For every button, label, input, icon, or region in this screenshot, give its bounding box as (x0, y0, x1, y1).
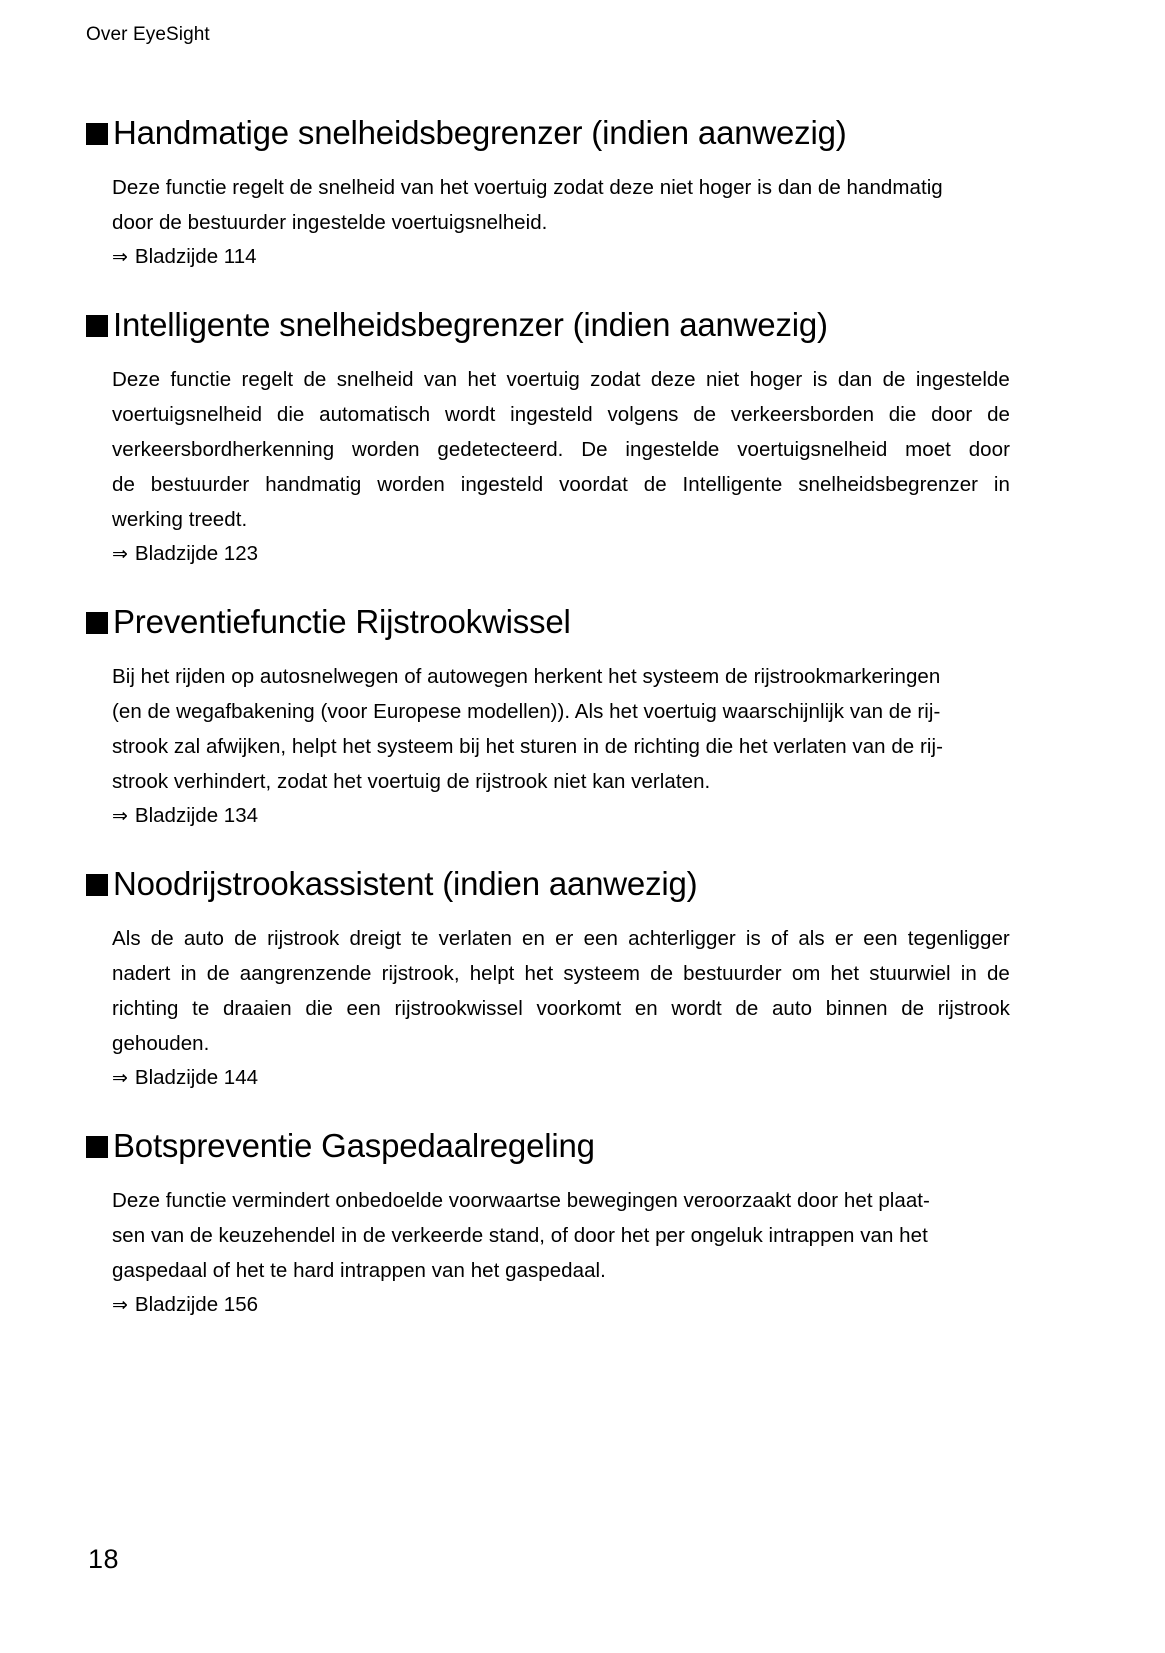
section-heading-label: Noodrijstrookassistent (indien aanwezig) (113, 865, 698, 902)
body-word: auto (771, 997, 813, 1020)
page-reference-label: Bladzijde 156 (134, 1293, 259, 1316)
body-word: de (882, 368, 906, 391)
page-reference-label: Bladzijde 114 (134, 245, 257, 268)
section-heading (86, 1125, 1010, 1167)
body-word: wordt (445, 403, 496, 426)
section-body (112, 170, 1010, 240)
body-word: dan (837, 368, 873, 391)
body-line: Deze functie regelt de snelheid van het voertuig zodat deze niet hoger is dan de handmatig (112, 176, 943, 199)
body-word: hoger (749, 368, 803, 391)
body-word: worden (352, 438, 420, 461)
body-word: rijstrook, (381, 962, 460, 985)
body-word: het (830, 962, 860, 985)
page-reference[interactable] (112, 1061, 1010, 1095)
body-line (112, 432, 1010, 467)
body-word: de (206, 962, 230, 985)
square-bullet-icon (86, 874, 108, 896)
body-word: auto (183, 927, 224, 950)
body-word: dreigt (349, 927, 402, 950)
body-word: er (834, 927, 854, 950)
body-word: een (863, 927, 898, 950)
page-reference-label: Bladzijde 144 (134, 1066, 259, 1089)
body-word: verkeersborden (730, 403, 875, 426)
body-word: Intelligente (682, 473, 783, 496)
body-word: te (411, 927, 429, 950)
body-word: die (276, 403, 305, 426)
page-reference-label: Bladzijde 123 (134, 542, 259, 565)
body-word: ingesteld (460, 473, 544, 496)
body-word: rijstrookwissel (394, 997, 523, 1020)
body-word: de (643, 473, 667, 496)
body-word: automatisch (319, 403, 431, 426)
body-word: is (812, 368, 828, 391)
body-word: voertuigsnelheid (112, 403, 263, 426)
body-word: aangrenzende (239, 962, 372, 985)
double-arrow-right-icon: ⇒ (112, 543, 128, 565)
body-line (112, 991, 1010, 1026)
body-word: De (581, 438, 608, 461)
square-bullet-icon (86, 123, 108, 145)
body-word: of (770, 927, 789, 950)
body-line: door de bestuurder ingestelde voertuigsnelheid. (112, 211, 548, 234)
body-word: die (305, 997, 333, 1020)
body-word: van (423, 368, 458, 391)
body-line: strook verhindert, zodat het voertuig de rijstrook niet kan verlaten. (112, 770, 711, 793)
section-heading (86, 112, 1010, 154)
body-word: volgens (607, 403, 679, 426)
body-word: voorkomt (536, 997, 622, 1020)
body-word: verlaten (438, 927, 512, 950)
body-word: worden (377, 473, 445, 496)
body-word: zodat (590, 368, 641, 391)
double-arrow-right-icon: ⇒ (112, 1067, 128, 1089)
body-line (112, 467, 1010, 502)
body-word: is (745, 927, 761, 950)
running-header-text: Over EyeSight (86, 24, 210, 45)
body-line (112, 397, 1010, 432)
page-reference[interactable] (112, 537, 1010, 571)
body-word: ingestelde (915, 368, 1010, 391)
body-word: de (901, 997, 925, 1020)
body-line: (en de wegafbakening (voor Europese modellen)). Als het voertuig waarschijnlijk van de rij- (112, 700, 941, 723)
body-line: Bij het rijden op autosnelwegen of autowegen herkent het systeem de rijstrookmarkeringen (112, 665, 941, 688)
body-word: het (524, 962, 554, 985)
content-section (86, 863, 1010, 1095)
content-section (86, 112, 1010, 274)
body-word: als (798, 927, 825, 950)
body-word: te (192, 997, 210, 1020)
body-word: regelt (241, 368, 294, 391)
body-word: helpt (469, 962, 515, 985)
square-bullet-icon (86, 315, 108, 337)
body-word: stuurwiel (869, 962, 951, 985)
body-word: er (555, 927, 574, 950)
content-section (86, 1125, 1010, 1322)
body-line (112, 921, 1010, 956)
body-word: moet (905, 438, 951, 461)
body-word: verkeersbordherkenning (112, 438, 335, 461)
body-word: rijstrook (267, 927, 340, 950)
body-word: in (960, 962, 977, 985)
body-word: de (112, 473, 135, 496)
body-word: de (987, 403, 1010, 426)
body-word: binnen (825, 997, 888, 1020)
body-line: werking treedt. (112, 508, 248, 531)
body-word: en (634, 997, 658, 1020)
page-number: 18 (88, 1544, 120, 1574)
body-word: handmatig (265, 473, 362, 496)
body-line: gehouden. (112, 1032, 210, 1055)
body-word: nadert (112, 962, 171, 985)
section-heading (86, 863, 1010, 905)
body-word: systeem (563, 962, 641, 985)
section-heading (86, 304, 1010, 346)
body-line: strook zal afwijken, helpt het systeem bij het sturen in de richting die het verlaten van de rij- (112, 735, 943, 758)
body-word: wordt (671, 997, 722, 1020)
body-word: bestuurder (150, 473, 250, 496)
content-section (86, 304, 1010, 571)
section-heading-label: Preventiefunctie Rijstrookwissel (113, 603, 571, 640)
body-line (112, 956, 1010, 991)
body-word: rijstrook (937, 997, 1010, 1020)
body-word: voordat (559, 473, 628, 496)
body-word: snelheidsbegrenzer (798, 473, 979, 496)
page-reference[interactable] (112, 799, 1010, 833)
body-word: Deze (112, 368, 161, 391)
body-word: bestuurder (683, 962, 782, 985)
body-word: de (150, 927, 174, 950)
body-word: de (735, 997, 759, 1020)
body-word: snelheid (336, 368, 414, 391)
section-heading-label: Botspreventie Gaspedaalregeling (113, 1127, 595, 1164)
body-word: ingestelde (625, 438, 720, 461)
body-word: de (650, 962, 674, 985)
section-body (112, 362, 1010, 537)
body-word: voertuig (506, 368, 580, 391)
body-word: het (467, 368, 497, 391)
body-word: en (522, 927, 545, 950)
page-reference[interactable] (112, 1288, 1010, 1322)
body-word: de (234, 927, 257, 950)
section-body (112, 921, 1010, 1061)
content-section (86, 601, 1010, 833)
square-bullet-icon (86, 1136, 108, 1158)
page-content (86, 112, 1010, 1322)
page-reference[interactable] (112, 240, 1010, 274)
body-word: die (888, 403, 917, 426)
body-word: door (968, 438, 1010, 461)
body-word: door (931, 403, 973, 426)
body-word: tegenligger (907, 927, 1010, 950)
body-word: Als (112, 927, 141, 950)
body-line (112, 362, 1010, 397)
body-word: achterligger (628, 927, 736, 950)
double-arrow-right-icon: ⇒ (112, 1294, 128, 1316)
body-line: sen van de keuzehendel in de verkeerde stand, of door het per ongeluk intrappen van het (112, 1224, 928, 1247)
body-word: een (346, 997, 381, 1020)
body-word: in (180, 962, 197, 985)
double-arrow-right-icon: ⇒ (112, 805, 128, 827)
section-body (112, 659, 1010, 799)
double-arrow-right-icon: ⇒ (112, 246, 128, 268)
running-header (86, 22, 1079, 48)
body-word: ingesteld (510, 403, 593, 426)
section-body (112, 1183, 1010, 1288)
body-word: de (303, 368, 327, 391)
body-word: richting (112, 997, 179, 1020)
section-heading (86, 601, 1010, 643)
body-word: voertuigsnelheid (737, 438, 888, 461)
section-heading-label: Handmatige snelheidsbegrenzer (indien aanwezig) (113, 114, 847, 151)
body-word: niet (705, 368, 740, 391)
body-line: gaspedaal of het te hard intrappen van het gaspedaal. (112, 1259, 606, 1282)
body-word: een (583, 927, 618, 950)
body-word: draaien (222, 997, 292, 1020)
body-word: deze (650, 368, 696, 391)
body-word: de (986, 962, 1010, 985)
body-word: in (993, 473, 1010, 496)
body-word: functie (170, 368, 232, 391)
body-word: gedetecteerd. (437, 438, 564, 461)
body-line: Deze functie vermindert onbedoelde voorwaartse bewegingen veroorzaakt door het plaat- (112, 1189, 930, 1212)
body-word: de (693, 403, 717, 426)
page-reference-label: Bladzijde 134 (134, 804, 259, 827)
square-bullet-icon (86, 612, 108, 634)
section-heading-label: Intelligente snelheidsbegrenzer (indien aanwezig) (113, 306, 828, 343)
body-word: om (791, 962, 821, 985)
